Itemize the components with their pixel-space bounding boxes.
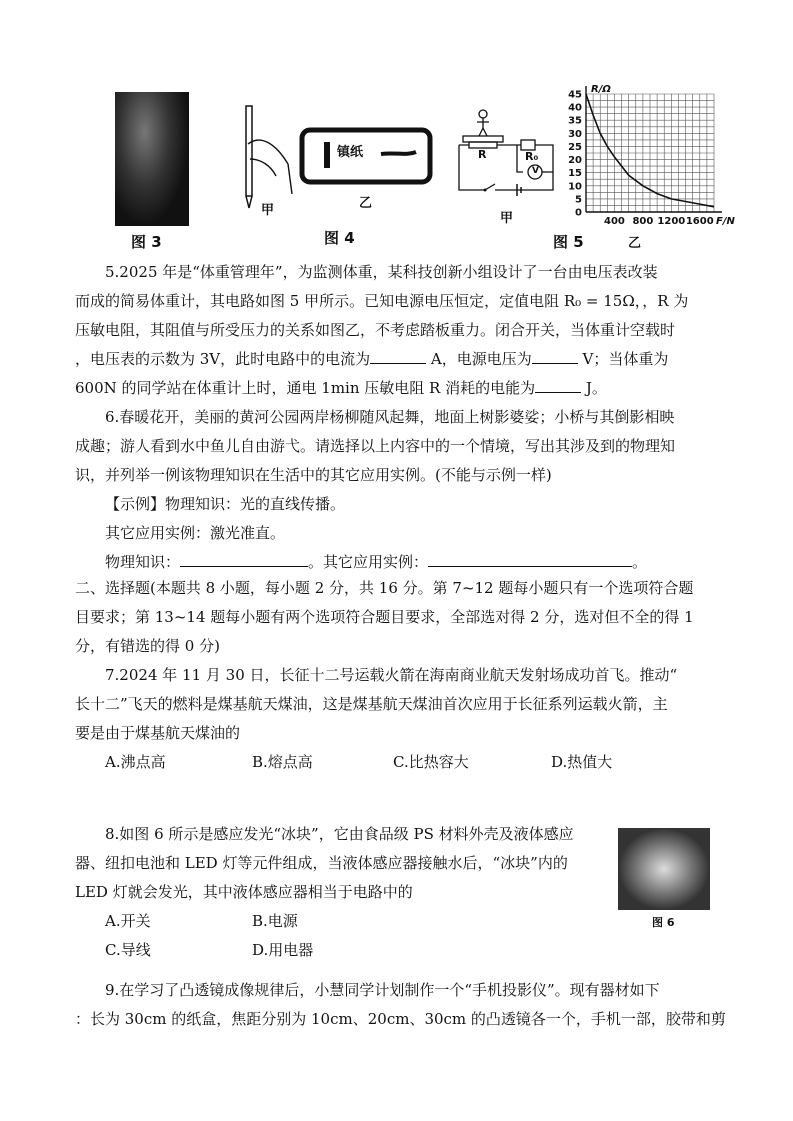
question-5 — [75, 258, 733, 403]
q6-blank-knowledge[interactable] — [180, 550, 308, 567]
figure-6-caption: 图 6 — [652, 916, 675, 929]
figure-6-photo — [618, 828, 710, 910]
y-tick-label: 45 — [568, 89, 582, 101]
question-6 — [75, 403, 733, 577]
figure-5-label-R: R — [478, 148, 487, 161]
q5-line-4c: V；当体重为 — [577, 350, 669, 368]
q7-option-a[interactable]: A.沸点高 — [105, 753, 166, 771]
question-8 — [75, 820, 613, 965]
section-2-heading — [75, 574, 733, 661]
y-tick-label: 30 — [568, 128, 582, 140]
section-2-line-1: 二、选择题(本题共 8 小题，每小题 2 分，共 16 分。第 7~12 题每小题只有一个选项符合题 — [75, 579, 694, 597]
figure-5-chart — [558, 84, 738, 230]
x-tick-label: 1600 — [685, 216, 714, 227]
q6-answer-c: 。 — [632, 553, 648, 571]
q7-line-3: 要是由于煤基航天煤油的 — [75, 724, 241, 742]
figure-4-paperweight-text: 镇纸 — [337, 145, 364, 160]
question-7 — [75, 661, 733, 777]
q9-line-1: 9.在学习了凸透镜成像规律后，小慧同学计划制作一个“手机投影仪”。现有器材如下 — [105, 981, 660, 999]
section-2-line-3: 分，有错选的得 0 分) — [75, 637, 220, 655]
x-tick-label: 1200 — [657, 216, 686, 227]
q8-option-a[interactable]: A.开关 — [105, 912, 151, 930]
x-tick-label: 400 — [604, 216, 625, 227]
q7-line-2: 长十二”飞天的燃料是煤基航天煤油，这是煤基航天煤油首次应用于长征系列运载火箭，主 — [75, 695, 668, 713]
q8-line-1: 8.如图 6 所示是感应发光“冰块”，它由食品级 PS 材料外壳及液体感应 — [105, 825, 574, 843]
q8-option-c[interactable]: C.导线 — [105, 941, 151, 959]
y-tick-label: 15 — [568, 168, 582, 180]
figure-4-label-jia: 甲 — [261, 203, 275, 218]
q5-line-2: 而成的简易体重计，其电路如图 5 甲所示。已知电源电压恒定，定值电阻 R₀ = 15Ω，，R 为 — [75, 292, 689, 310]
figure-5-label-yi: 乙 — [628, 236, 642, 251]
q9-line-2: ：长为 30cm 的纸盒，焦距分别为 10cm、20cm、30cm 的凸透镜各一个，手机一部，胶带和剪 — [75, 1010, 726, 1028]
figure-4-caption: 图 4 — [324, 229, 355, 247]
q6-line-1: 6.春暖花开，美丽的黄河公园两岸杨柳随风起舞，地面上树影婆娑；小桥与其倒影相映 — [105, 408, 675, 426]
q6-answer-b: 。其它应用实例： — [308, 553, 429, 571]
q6-answer-a: 物理知识： — [105, 553, 181, 571]
q5-line-4b: A，电源电压为 — [426, 350, 532, 368]
x-tick-label: 800 — [632, 216, 654, 227]
q5-line-3: 压敏电阻，其阻值与所受压力的关系如图乙，不考虑踏板重力。闭合开关，当体重计空载时 — [75, 321, 676, 339]
q5-line-4a: ，电压表的示数为 3V，此时电路中的电流为 — [75, 350, 371, 368]
y-tick-label: 40 — [568, 102, 582, 114]
y-tick-label: 10 — [568, 181, 582, 193]
q7-option-d[interactable]: D.热值大 — [551, 753, 613, 771]
section-2-line-2: 目要求；第 13~14 题每小题有两个选项符合题目要求，全部选对得 2 分，选对但不全的得 1 — [75, 608, 694, 626]
q6-blank-application[interactable] — [428, 550, 632, 567]
q8-option-d[interactable]: D.用电器 — [252, 941, 314, 959]
y-tick-label: 35 — [568, 115, 582, 127]
q5-line-1: 5.2025 年是“体重管理年”，为监测体重，某科技创新小组设计了一台由电压表改装 — [105, 263, 658, 281]
figure-3-photo — [115, 92, 189, 226]
y-tick-label: 25 — [568, 141, 582, 153]
q7-option-c[interactable]: C.比热容大 — [393, 753, 469, 771]
question-9 — [75, 976, 733, 1034]
q6-example-2: 其它应用实例：激光准直。 — [105, 524, 286, 542]
q5-blank-voltage[interactable] — [532, 347, 578, 364]
y-tick-label: 20 — [568, 155, 582, 167]
q5-blank-energy[interactable] — [535, 376, 581, 393]
y-tick-label: 5 — [575, 194, 582, 206]
q8-line-3: LED 灯就会发光，其中液体感应器相当于电路中的 — [75, 883, 413, 901]
q6-line-2: 成趣；游人看到水中鱼儿自由游弋。请选择以上内容中的一个情境，写出其涉及到的物理知 — [75, 437, 676, 455]
figure-5-label-jia: 甲 — [500, 211, 514, 226]
q5-line-5a: 600N 的同学站在体重计上时，通电 1min 压敏电阻 R 消耗的电能为 — [75, 379, 536, 397]
figure-5-label-R0: R₀ — [525, 150, 539, 163]
figure-3-caption: 图 3 — [131, 233, 162, 251]
q6-example-1: 【示例】物理知识：光的直线传播。 — [105, 495, 346, 513]
q7-line-1: 7.2024 年 11 月 30 日，长征十二号运载火箭在海南商业航天发射场成功首飞。推动“ — [105, 666, 678, 684]
figure-5-circuit — [455, 108, 563, 200]
q6-line-3: 识，并列举一例该物理知识在生活中的其它应用实例。(不能与示例一样) — [75, 466, 552, 484]
figure-5-label-V: V — [532, 166, 539, 176]
q8-line-2: 器、纽扣电池和 LED 灯等元件组成，当液体感应器接触水后，“冰块”内的 — [75, 854, 568, 872]
q5-line-5b: J。 — [581, 379, 607, 397]
y-axis-label: R/Ω — [591, 84, 611, 95]
figure-4-drawing — [236, 104, 436, 214]
q7-option-b[interactable]: B.熔点高 — [252, 753, 313, 771]
figure-4-label-yi: 乙 — [359, 196, 373, 211]
x-axis-label: F/N — [716, 216, 735, 227]
figure-5-caption: 图 5 — [553, 233, 584, 251]
q5-blank-current[interactable] — [370, 347, 426, 364]
y-tick-label: 0 — [575, 207, 582, 219]
q8-option-b[interactable]: B.电源 — [252, 912, 298, 930]
